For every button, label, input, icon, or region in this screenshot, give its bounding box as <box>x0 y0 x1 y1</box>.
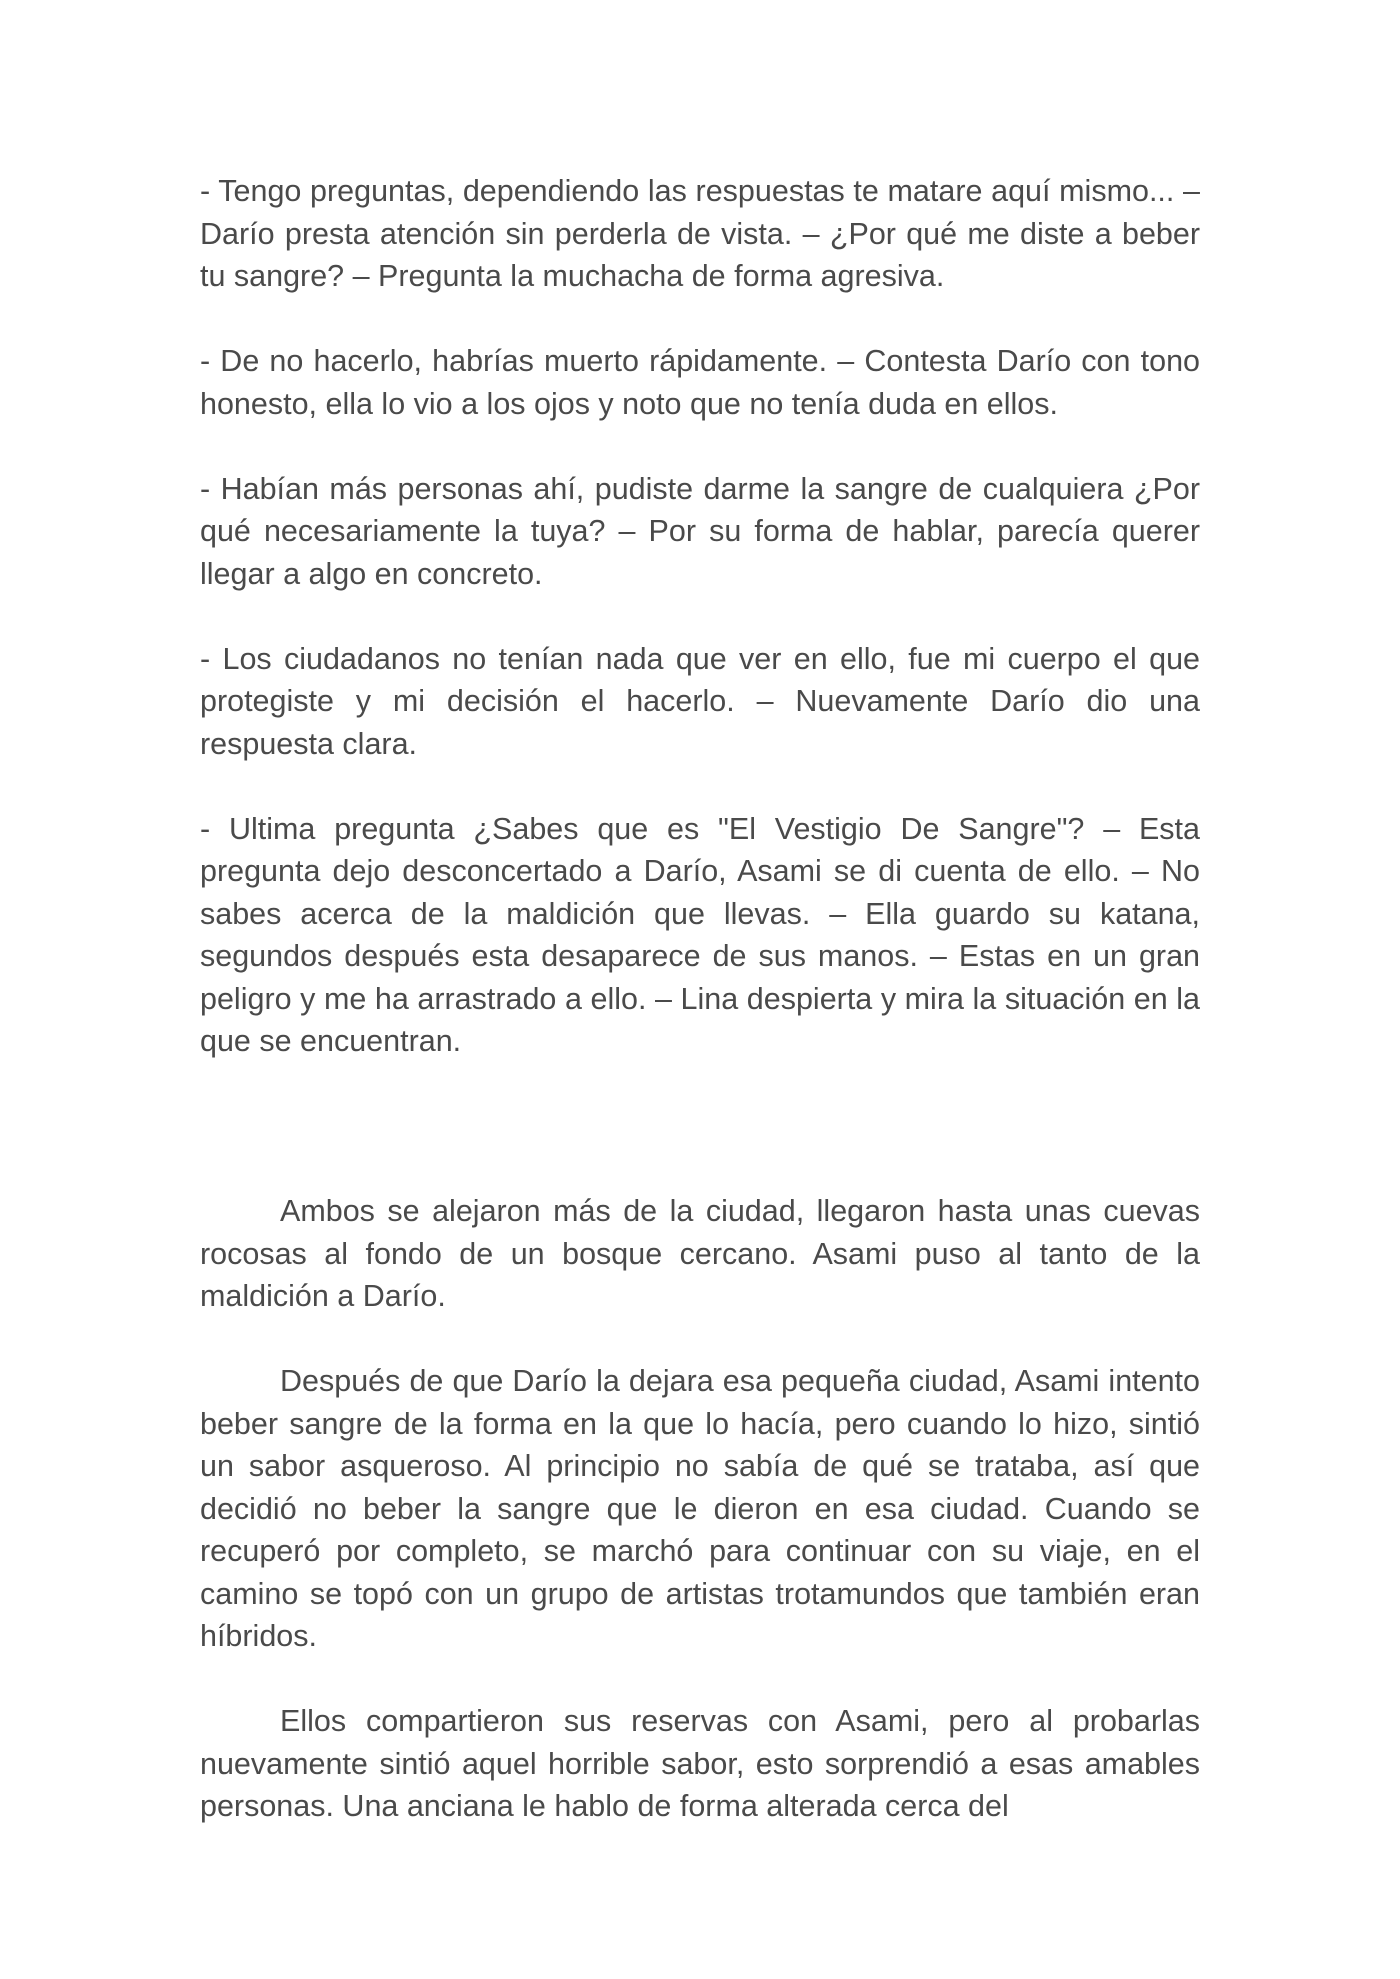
narrative-paragraph-1: Ambos se alejaron más de la ciudad, llegaron hasta unas cuevas rocosas al fondo de un bosque cercano. Asami puso al tanto de la maldición a Darío. <box>200 1194 1200 1313</box>
dialogue-paragraph-2: - De no hacerlo, habrías muerto rápidamente. – Contesta Darío con tono honesto, ella lo vio a los ojos y noto que no tenía duda en ellos. <box>200 344 1200 421</box>
page-text <box>200 170 1200 1870</box>
dialogue-paragraph-3: - Habían más personas ahí, pudiste darme la sangre de cualquiera ¿Por qué necesariamente la tuya? – Por su forma de hablar, parecía querer llegar a algo en concreto. <box>200 471 1200 591</box>
narrative-paragraph-2: Después de que Darío la dejara esa pequeña ciudad, Asami intento beber sangre de la forma en la que lo hacía, pero cuando lo hizo, sintió un sabor asqueroso. Al principio no sabía de qué se trataba, así que decidió no beber la sangre que le dieron en esa ciudad. Cuando se recuperó por completo, se marchó para continuar con su viaje, en el camino se topó con un grupo de artistas trotamundos que también eran híbridos. <box>200 1364 1200 1653</box>
dialogue-paragraph-1: - Tengo preguntas, dependiendo las respuestas te matare aquí mismo... – Darío presta atención sin perderla de vista. – ¿Por qué me diste a beber tu sangre? – Pregunta la muchacha de forma agresiva. <box>200 174 1200 293</box>
dialogue-paragraph-5: - Ultima pregunta ¿Sabes que es "El Vestigio De Sangre"? – Esta pregunta dejo desconcertado a Darío, Asami se di cuenta de ello. – No sabes acerca de la maldición que llevas. – Ella guardo su katana, segundos después esta desaparece de sus manos. – Estas en un gran peligro y me ha arrastrado a ello. – Lina despierta y mira la situación en la que se encuentran. <box>200 811 1200 1058</box>
dialogue-paragraph-4: - Los ciudadanos no tenían nada que ver en ello, fue mi cuerpo el que protegiste y mi decisión el hacerlo. – Nuevamente Darío dio una respuesta clara. <box>200 641 1200 761</box>
narrative-paragraph-3: Ellos compartieron sus reservas con Asami, pero al probarlas nuevamente sintió aquel horrible sabor, esto sorprendió a esas amables personas. Una anciana le hablo de forma alterada cerca del <box>200 1704 1200 1823</box>
section-gap <box>200 1105 1200 1190</box>
